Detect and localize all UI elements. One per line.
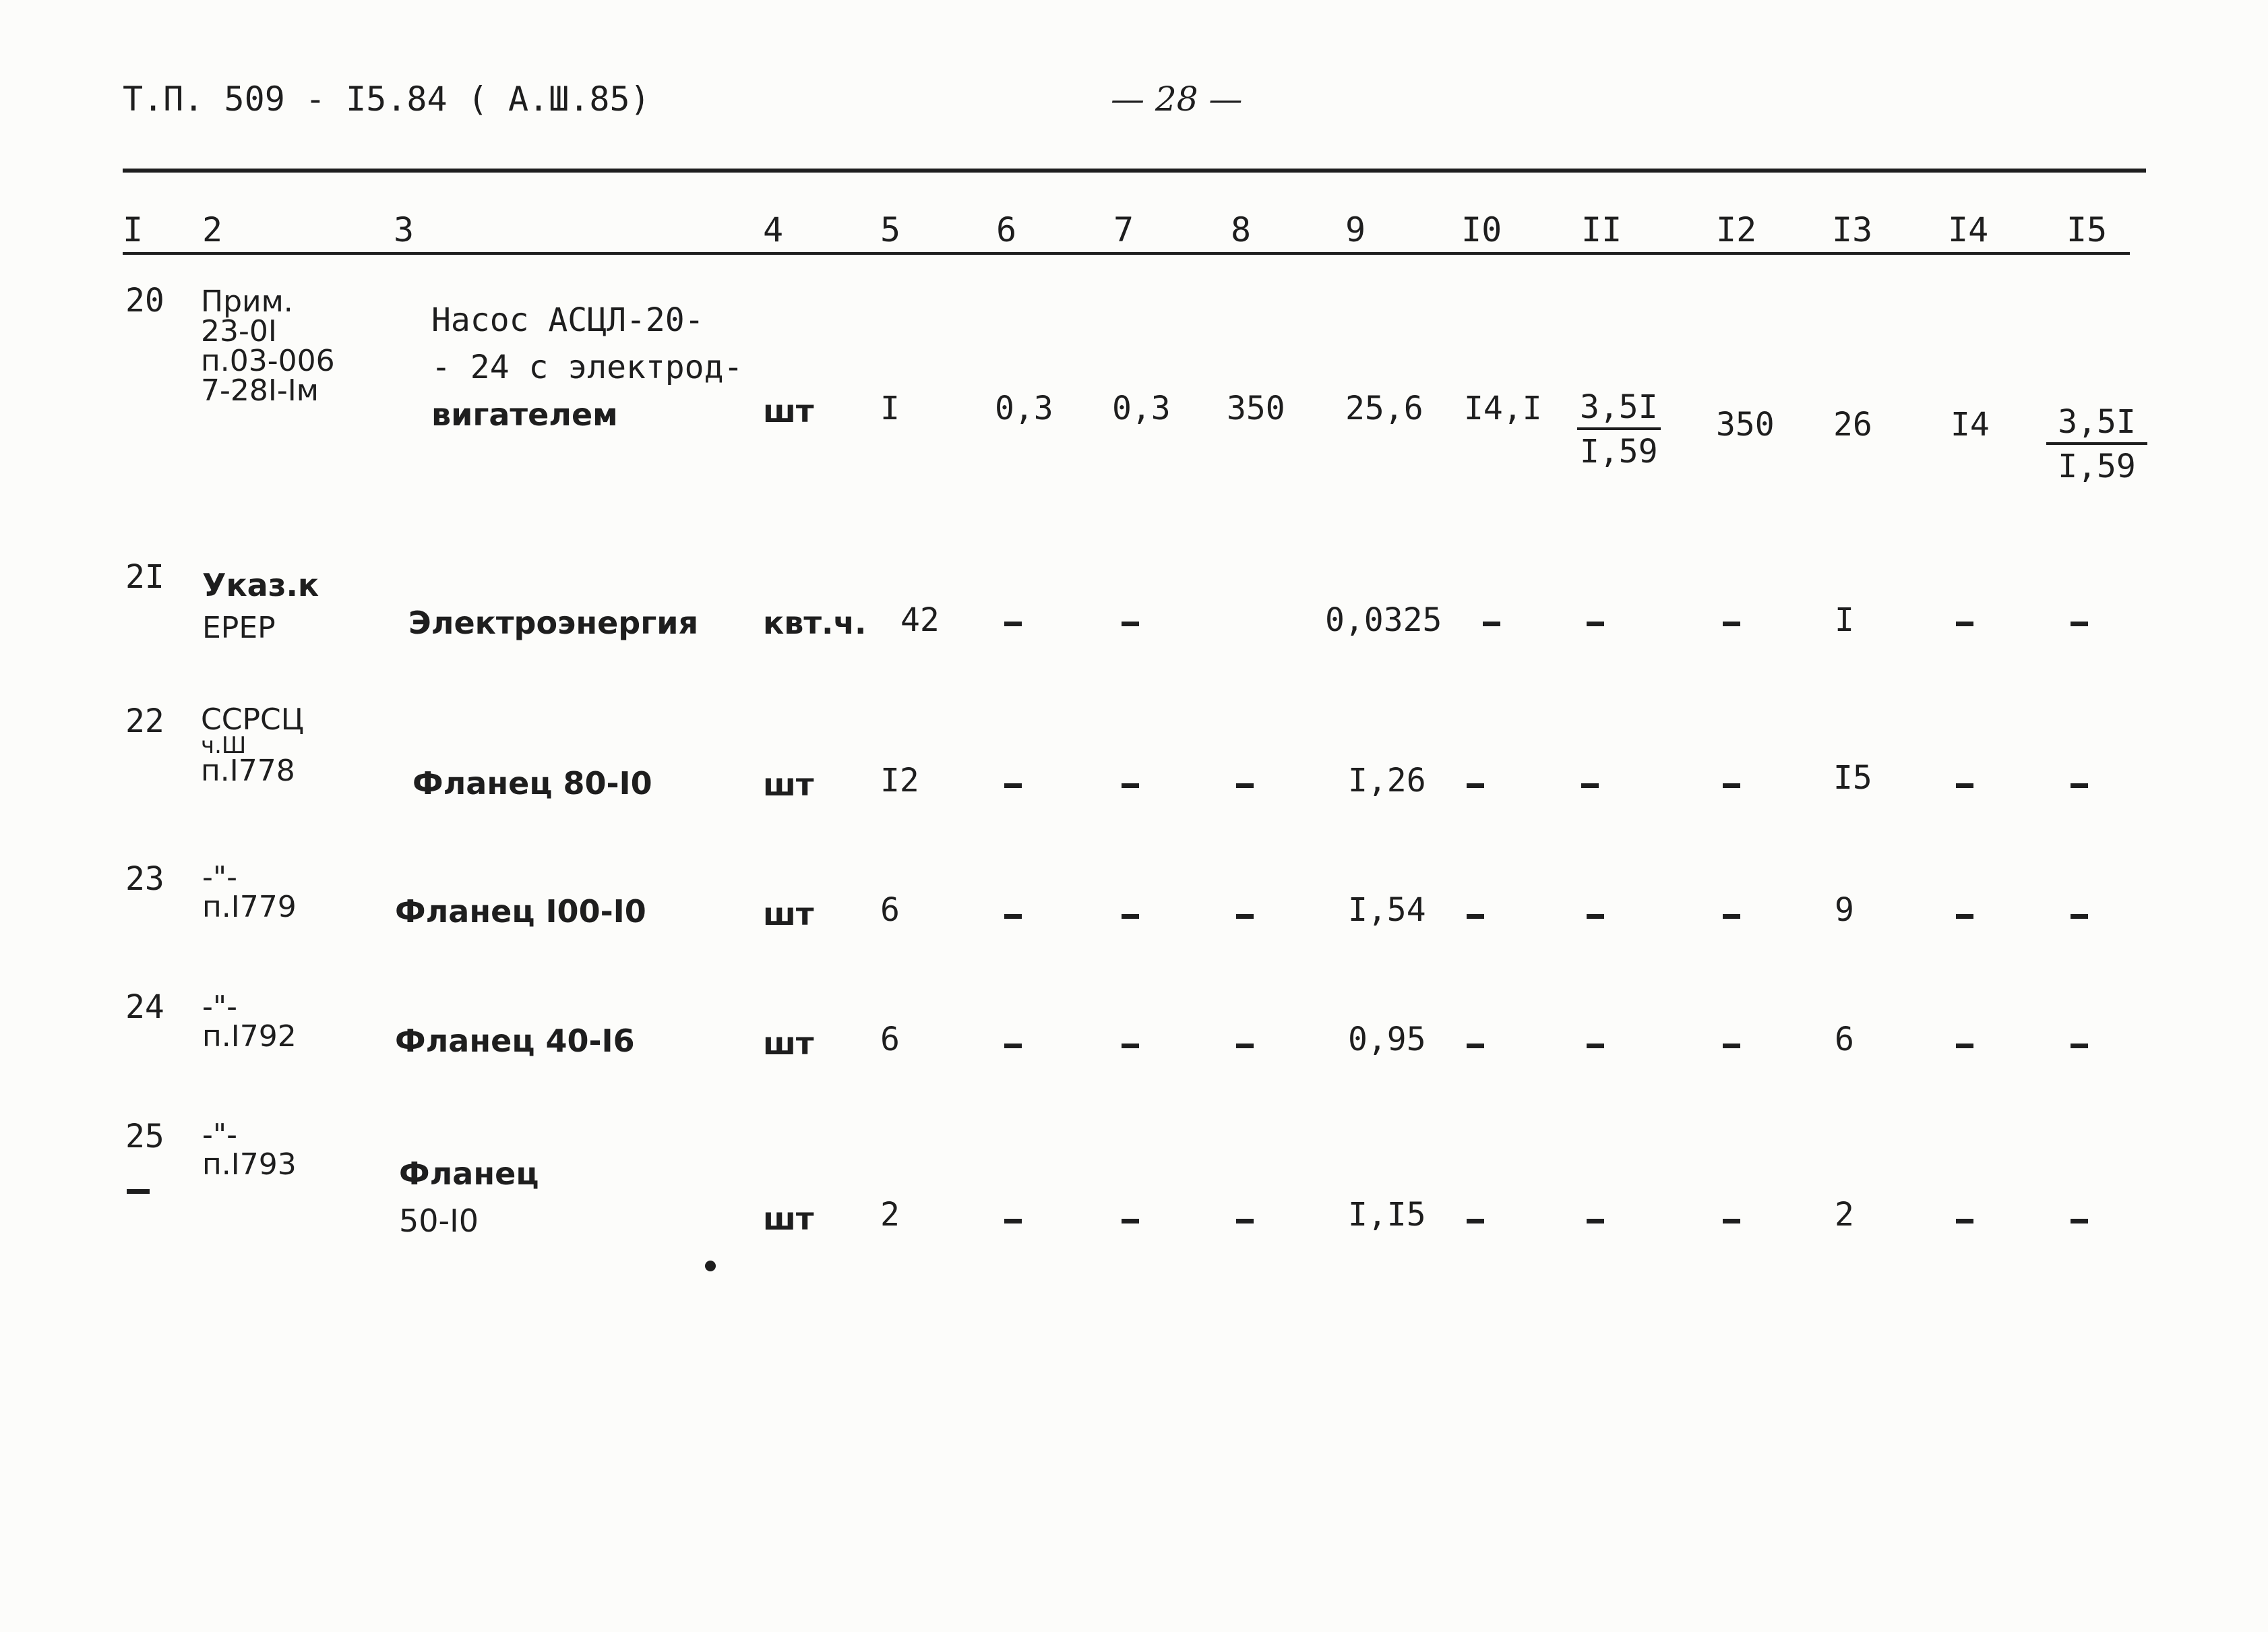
cell-c15 (2071, 1044, 2088, 1048)
cell-c6: 0,3 (995, 390, 1053, 427)
cell-c12 (1723, 622, 1740, 626)
cell-c13: 6 (1835, 1021, 1854, 1058)
reference: ССРСЦ ч.Ш п.I778 (201, 702, 304, 788)
cell-c10 (1467, 1044, 1484, 1048)
reference: Указ.к ЕРЕР (202, 567, 319, 645)
cell-c13: I5 (1833, 759, 1872, 797)
unit: квт.ч. (763, 605, 867, 641)
unit: шт (763, 393, 814, 429)
cell-c13: 2 (1835, 1196, 1854, 1234)
cell-c15 (2071, 1219, 2088, 1223)
column-number: II (1581, 210, 1622, 249)
cell-c8 (1236, 783, 1254, 788)
unit: шт (763, 896, 814, 932)
cell-c7 (1122, 1044, 1139, 1048)
row-number: 24 (125, 988, 164, 1026)
column-number: 2 (202, 210, 223, 249)
unit: шт (763, 1201, 814, 1237)
ink-dot (705, 1261, 716, 1271)
cell-c14 (1956, 1044, 1973, 1048)
cell-c9: 0,95 (1348, 1021, 1426, 1058)
column-number: 5 (880, 210, 901, 249)
cell-c7: 0,3 (1112, 390, 1171, 427)
column-number: 3 (394, 210, 415, 249)
item-name: Насос АСЦЛ-20- - 24 с электрод- вигателем (431, 301, 743, 433)
document-code: Т.П. 509 - I5.84 ( А.Ш.85) (123, 80, 650, 119)
cell-c11 (1587, 914, 1604, 919)
column-number: I4 (1948, 210, 1989, 249)
column-number: 4 (763, 210, 784, 249)
cell-c7 (1122, 1219, 1139, 1223)
column-number: I2 (1716, 210, 1757, 249)
cell-c13: I (1835, 601, 1854, 639)
cell-c5: 42 (900, 601, 940, 639)
column-number: 8 (1231, 210, 1252, 249)
cell-c9: 25,6 (1345, 390, 1423, 427)
cell-c5: I (880, 390, 900, 427)
row-number: 2I (125, 558, 164, 596)
cell-c15-fraction: $\frac{3,5I}{I,59}$ (2046, 404, 2147, 484)
cell-c11 (1587, 622, 1604, 626)
reference: -"- п.I779 (202, 860, 297, 924)
row-number: 20 (125, 282, 164, 320)
cell-c14 (1956, 914, 1973, 919)
row-number: 23 (125, 860, 164, 898)
cell-c5: 2 (880, 1196, 900, 1234)
unit: шт (763, 1025, 814, 1062)
cell-c10 (1483, 622, 1500, 626)
cell-c6 (1004, 783, 1022, 788)
row-number: 22 (125, 702, 164, 740)
cell-c12 (1723, 1044, 1740, 1048)
column-header-rule (123, 252, 2130, 255)
cell-c6 (1004, 1219, 1022, 1223)
item-name: Фланец I00-I0 (395, 893, 646, 930)
column-number: 6 (996, 210, 1017, 249)
cell-c10 (1467, 783, 1484, 788)
cell-c7 (1122, 622, 1139, 626)
column-number: I3 (1832, 210, 1873, 249)
row-number: 25 (125, 1118, 164, 1155)
cell-c11 (1587, 1219, 1604, 1223)
cell-c8 (1236, 914, 1254, 919)
cell-c11 (1587, 1044, 1604, 1048)
cell-c14: I4 (1951, 406, 1990, 444)
cell-c14 (1956, 1219, 1973, 1223)
cell-c15 (2071, 622, 2088, 626)
cell-c9: 0,0325 (1325, 601, 1442, 639)
column-number: I0 (1461, 210, 1502, 249)
row-number-mark (127, 1189, 150, 1194)
cell-c12 (1723, 914, 1740, 919)
cell-c14 (1956, 783, 1973, 788)
cell-c13: 26 (1833, 406, 1872, 444)
cell-c5: 6 (880, 891, 900, 929)
cell-c15 (2071, 914, 2088, 919)
item-name: Фланец 50-I0 (399, 1155, 539, 1239)
cell-c12 (1723, 1219, 1740, 1223)
reference: -"- п.I792 (202, 990, 297, 1054)
cell-c10 (1467, 914, 1484, 919)
cell-c5: I2 (880, 762, 919, 799)
cell-c8 (1236, 1219, 1254, 1223)
reference: Прим. 23-0I п.03-006 7-28I-Iм (201, 284, 335, 408)
cell-c6 (1004, 914, 1022, 919)
item-name: Электроэнергия (408, 605, 699, 641)
cell-c15 (2071, 783, 2088, 788)
cell-c9: I,I5 (1348, 1196, 1426, 1234)
cell-c7 (1122, 914, 1139, 919)
column-number: I5 (2066, 210, 2108, 249)
cell-c10 (1467, 1219, 1484, 1223)
unit: шт (763, 766, 814, 803)
cell-c5: 6 (880, 1021, 900, 1058)
header-rule (123, 169, 2146, 173)
cell-c9: I,54 (1348, 891, 1426, 929)
column-number: I (123, 210, 144, 249)
cell-c8 (1236, 1044, 1254, 1048)
cell-c13: 9 (1835, 891, 1854, 929)
reference: -"- п.I793 (202, 1118, 297, 1182)
item-name: Фланец 40-I6 (395, 1023, 635, 1059)
cell-c8: 350 (1227, 390, 1285, 427)
cell-c6 (1004, 622, 1022, 626)
cell-c11 (1581, 783, 1599, 788)
cell-c6 (1004, 1044, 1022, 1048)
cell-c14 (1956, 622, 1973, 626)
cell-c7 (1122, 783, 1139, 788)
cell-c12: 350 (1716, 406, 1775, 444)
cell-c11-fraction: $\frac{3,5I}{I,59}$ (1577, 390, 1661, 469)
column-number: 7 (1113, 210, 1134, 249)
cell-c10: I4,I (1464, 390, 1542, 427)
cell-c9: I,26 (1348, 762, 1426, 799)
page-number: — 28 — (1111, 80, 1243, 119)
item-name: Фланец 80-I0 (412, 765, 652, 802)
cell-c12 (1723, 783, 1740, 788)
column-number: 9 (1345, 210, 1366, 249)
